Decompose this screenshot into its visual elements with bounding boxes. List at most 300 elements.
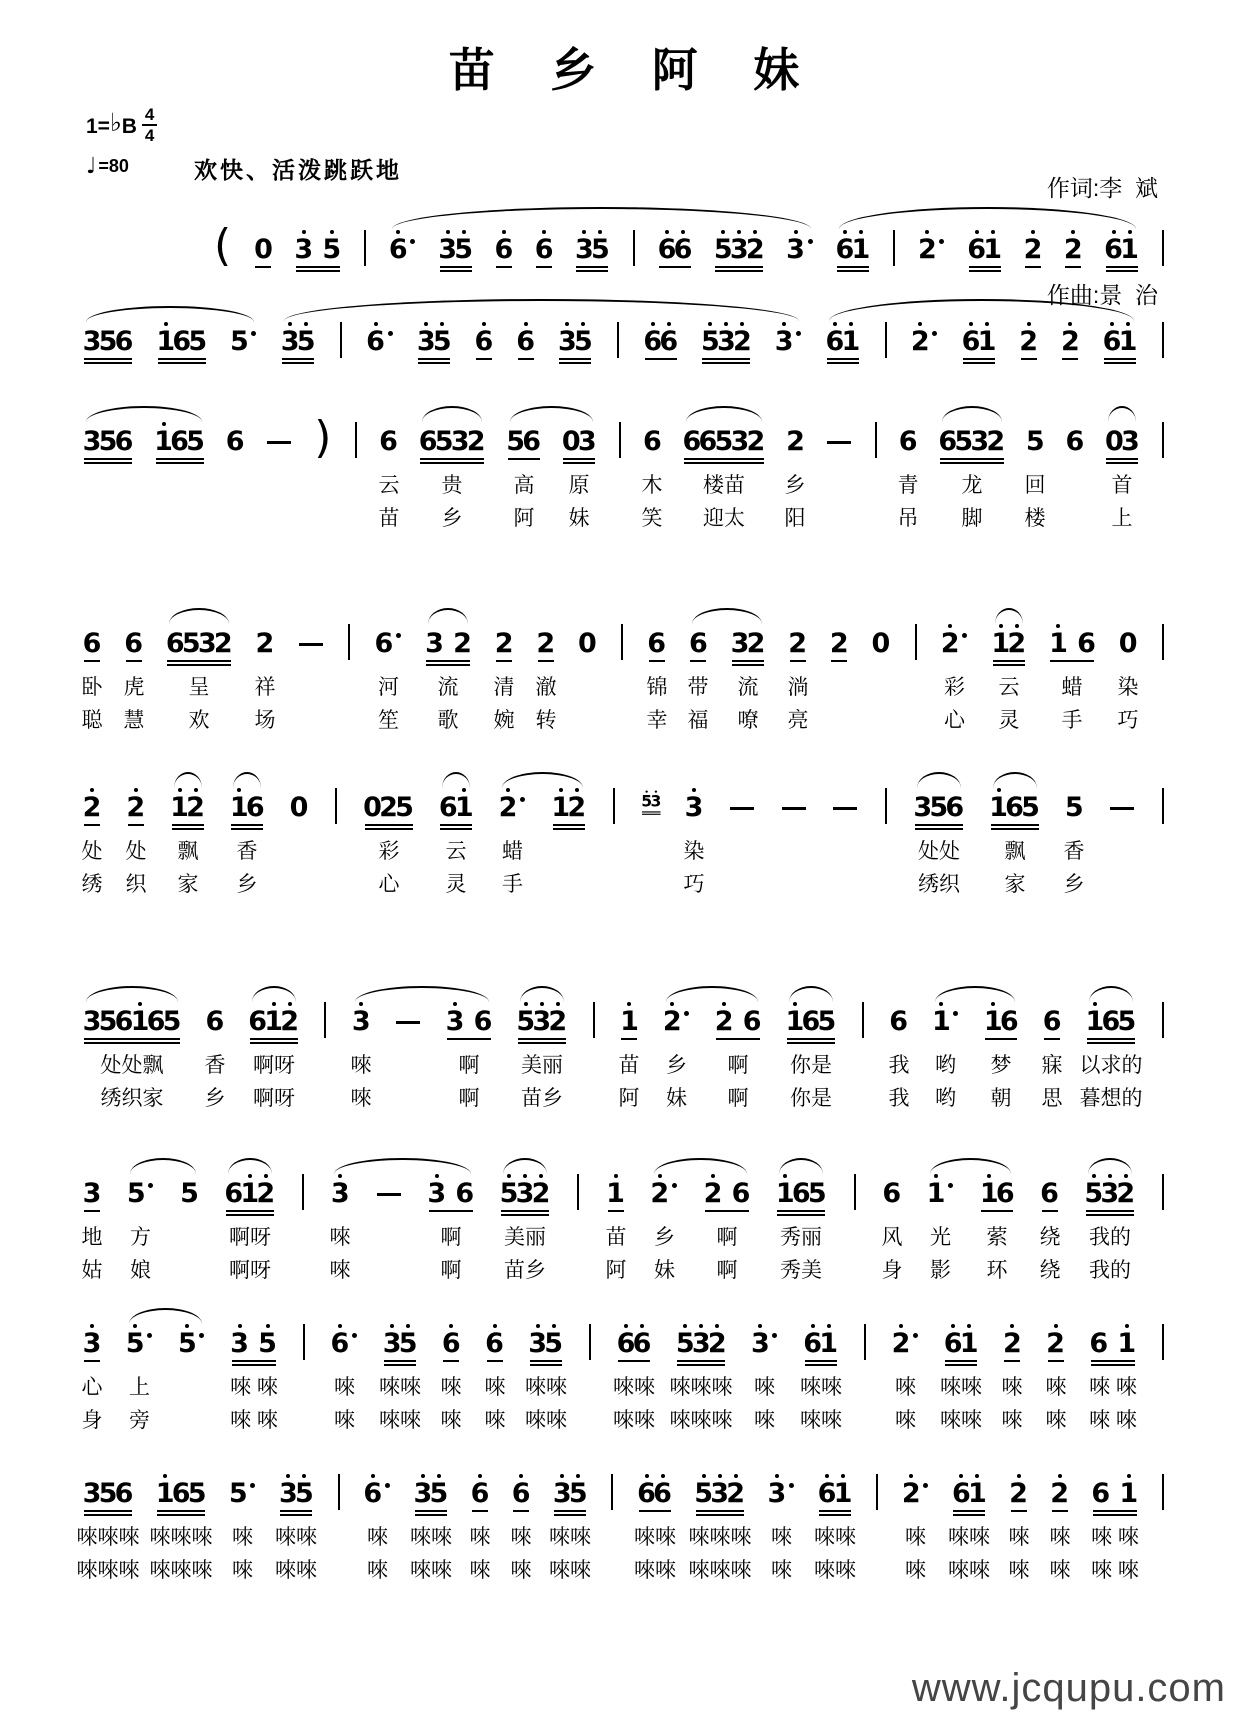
beam-line [84, 824, 100, 826]
augmentation-dot [251, 331, 256, 336]
digit-cell [250, 1002, 266, 1036]
note-token [1042, 1174, 1058, 1218]
digit-cell [809, 1174, 825, 1208]
note-token [563, 422, 595, 466]
lyric-syllable: 唻 [350, 1087, 372, 1110]
digit: 5 [1025, 426, 1045, 457]
beam-line [418, 362, 450, 364]
lyric-syllable: 乡 [204, 1087, 226, 1110]
digit-group [677, 1324, 725, 1358]
digit: 6 [522, 426, 542, 457]
tempo-marking [86, 154, 157, 179]
digit-cell [132, 1002, 148, 1036]
lyric-syllable: 娘 [130, 1259, 151, 1282]
note-token [207, 1002, 223, 1046]
barline [893, 230, 895, 266]
digit: 3 [294, 234, 314, 265]
lyric-syllable: 龙 [961, 474, 983, 497]
digit-cell [84, 322, 100, 356]
lyric-syllable: 唻 [510, 1526, 532, 1549]
lyric-syllable: 影 [930, 1259, 951, 1282]
digit-group [790, 624, 806, 658]
note-token [376, 624, 401, 668]
barline [302, 1174, 304, 1210]
lyric-syllable: 巧 [683, 873, 705, 896]
digit-cell [1119, 1324, 1135, 1358]
lyric-syllable: 幸 [646, 709, 668, 732]
digit: 6 [647, 628, 667, 659]
digit: 6 [1042, 1006, 1062, 1037]
barline [348, 624, 350, 660]
digit: 6 [388, 234, 408, 265]
digit: 3 [767, 1478, 787, 1509]
lyric-syllable: 啊呀 [253, 1054, 295, 1077]
barline [1162, 1174, 1164, 1210]
digit-group [664, 1002, 680, 1036]
digit-group [257, 624, 273, 658]
digit: 6 [511, 1478, 531, 1509]
digit-group [84, 422, 132, 456]
slur [252, 986, 296, 1002]
lyric-syllable: 上 [1111, 507, 1133, 530]
digit: 2 [1009, 1478, 1028, 1509]
dash-note [730, 807, 754, 810]
digit-cell [608, 1174, 624, 1208]
digit-cell [226, 1174, 242, 1208]
digit: 2 [1046, 1328, 1065, 1359]
lyric-syllable: 唻唻 [634, 1526, 676, 1549]
score-line-3 [84, 388, 1164, 532]
digit-cell [997, 1174, 1013, 1208]
digit: 3 [82, 1178, 102, 1209]
digit: 0 [871, 628, 891, 659]
note-token [963, 322, 995, 366]
note-token [769, 1474, 794, 1518]
note-token [182, 1174, 198, 1218]
digit: 2 [1007, 628, 1027, 659]
digit-cell [1087, 1002, 1103, 1036]
beam-line [981, 1210, 1013, 1212]
digit-cell [644, 422, 660, 456]
digit: 0 [578, 628, 597, 659]
digit: 1 [155, 1478, 175, 1509]
beam-line [787, 1042, 835, 1044]
digit: 3 [557, 326, 577, 357]
note-token [777, 1174, 825, 1218]
lyric-syllable: 贵 [441, 474, 463, 497]
expression-marking: 欢快、活泼跳跃地 [194, 157, 402, 183]
digit-cell [1007, 788, 1023, 822]
slur [686, 406, 762, 422]
note-token [84, 422, 132, 466]
digit-cell [266, 1002, 282, 1036]
digit-group [696, 1474, 744, 1508]
note-token [84, 1002, 180, 1046]
dash-note [827, 441, 851, 444]
digit-cell [716, 1002, 732, 1036]
digit-group [991, 788, 1039, 822]
beam-line [443, 1360, 459, 1362]
lyric-syllable: 原 [568, 474, 590, 497]
digit: 3 [230, 1328, 249, 1359]
digit-cell [718, 322, 734, 356]
beam-line [487, 1360, 503, 1362]
digit-group [621, 1002, 637, 1036]
digit: 2 [466, 426, 486, 457]
note-token [167, 624, 231, 668]
beam-line [831, 660, 847, 662]
digit-cell [592, 230, 608, 264]
beam-line [953, 1510, 985, 1512]
note-token [705, 1174, 749, 1218]
beam-line [715, 270, 763, 272]
digit-group [928, 1174, 944, 1208]
song-title: 苗 乡 阿 妹 [448, 45, 822, 96]
digit: 5 [228, 1478, 248, 1509]
digit-cell [296, 1474, 312, 1508]
beam-line [1093, 1514, 1137, 1516]
note-token [686, 788, 702, 832]
digit-cell [518, 322, 534, 356]
lyric-syllable: 唻唻 [410, 1559, 452, 1582]
slur [355, 986, 489, 1002]
note-token [790, 624, 806, 668]
digit-cell [985, 1002, 1001, 1036]
digit: 1 [775, 1178, 795, 1209]
digit-cell [712, 1474, 728, 1508]
lyric-syllable: 迎太 [703, 507, 745, 530]
digit: 3 [577, 426, 597, 457]
lyric-syllable: 唻 [1008, 1526, 1030, 1549]
digit: 3 [82, 1006, 102, 1037]
digit-cell [84, 788, 100, 822]
digit: 5 [186, 426, 205, 457]
note-token [227, 422, 243, 466]
lyricist-credit: 作词:李 斌 [1046, 175, 1158, 202]
digit-cell [420, 422, 436, 456]
digit: 3 [730, 628, 750, 659]
lyric-syllable: 心 [944, 709, 965, 732]
beam-line [84, 1038, 180, 1040]
lyric-syllable: 嘹 [737, 709, 759, 732]
lyric-syllable: 朝 [990, 1087, 1012, 1110]
digit: 5 [296, 326, 316, 357]
digit-cell [1078, 624, 1094, 658]
beam-line [84, 1210, 100, 1212]
augmentation-dot [385, 1483, 390, 1488]
digit-cell [659, 230, 675, 264]
digit: 2 [662, 1006, 682, 1037]
digit: 2 [531, 1178, 551, 1209]
note-token [933, 1002, 958, 1046]
digit-group [716, 1002, 760, 1036]
digit: 3 [416, 326, 436, 357]
digit-cell [452, 422, 468, 456]
dash-note [299, 643, 323, 646]
digit-cell [1086, 1174, 1102, 1208]
digit: 1 [785, 1006, 805, 1037]
digit: 6 [995, 1178, 1015, 1209]
note-token [84, 788, 100, 832]
beam-line [157, 1510, 205, 1512]
note-token [752, 1324, 777, 1368]
digit-group [353, 1002, 369, 1036]
digit-cell [230, 1474, 246, 1508]
digit: 5 [395, 792, 414, 823]
slur [422, 406, 482, 422]
beam-line [536, 266, 552, 268]
note-token [128, 788, 144, 832]
digit: 1 [1085, 1006, 1105, 1037]
digit-cell [457, 1174, 473, 1208]
note-token [508, 422, 540, 466]
digit: 6 [952, 1478, 971, 1509]
digit-group [1050, 624, 1094, 658]
digit-cell [553, 788, 569, 822]
digit: 3 [280, 326, 300, 357]
digit: 2 [126, 792, 146, 823]
beam-line [1025, 266, 1041, 268]
lyric-syllable: 处 [125, 840, 147, 863]
digit: 5 [322, 234, 342, 265]
beam-line [940, 458, 1004, 460]
digit-group [639, 1474, 671, 1508]
note-token [684, 422, 764, 466]
digit: 6 [1091, 1478, 1111, 1509]
lyric-syllable: 妹 [666, 1087, 687, 1110]
digit: 5 [1084, 1178, 1104, 1209]
lyric-syllable: 绣织家 [100, 1087, 164, 1110]
digit: 6 [1040, 1178, 1059, 1209]
lyric-syllable: 啊 [458, 1054, 480, 1077]
digit-group [690, 624, 706, 658]
lyric-syllable: 我的 [1089, 1259, 1131, 1282]
note-token [1120, 624, 1136, 668]
note-token [942, 624, 967, 668]
digit-group [518, 1002, 566, 1036]
augmentation-dot [410, 239, 415, 244]
digit-group [579, 624, 595, 658]
digit: 6 [835, 234, 855, 265]
digit-cell [550, 1002, 566, 1036]
lyric-syllable: 阿 [618, 1087, 640, 1110]
note-token [487, 1324, 503, 1368]
digit: 3 [1100, 1178, 1120, 1209]
digit-group [1120, 624, 1136, 658]
digit-cell [1122, 230, 1138, 264]
digit-group [501, 1174, 549, 1208]
digit-cell [475, 1002, 491, 1036]
digit: 0 [561, 426, 581, 457]
digit: 6 [938, 426, 958, 457]
lyric-syllable: 染 [683, 840, 705, 863]
digit-group [1065, 230, 1081, 264]
lyrics-row-1 [81, 832, 1164, 865]
digit-group [365, 788, 413, 822]
digit-cell [1106, 230, 1122, 264]
lyric-syllable: 阿 [605, 1259, 627, 1282]
note-token [230, 1474, 255, 1518]
digit-cell [969, 230, 985, 264]
lyric-syllable: 处处 [918, 840, 960, 863]
lyric-syllable: 阳 [784, 507, 806, 530]
time-signature [142, 106, 157, 144]
lyric-syllable: 祥 [254, 676, 276, 699]
beam-line [538, 660, 554, 662]
beam-line [84, 362, 132, 364]
digit-cell [819, 1474, 835, 1508]
beam-line [554, 1510, 586, 1512]
lyric-syllable: 萦 [986, 1226, 1008, 1249]
lyric-syllable: 唻唻唻 [669, 1409, 733, 1432]
lyric-syllable: 苗 [378, 507, 400, 530]
digit: 3 [438, 234, 457, 265]
barline [633, 230, 635, 266]
digit-cell [158, 322, 174, 356]
digit-cell [126, 624, 142, 658]
slur [392, 207, 811, 229]
digit: 3 [691, 1328, 711, 1359]
digit-cell [182, 1174, 198, 1208]
lyric-syllable: 乡 [666, 1054, 687, 1077]
lyric-syllable: 绕 [1039, 1226, 1061, 1249]
digit-group [1052, 1474, 1068, 1508]
augmentation-dot [684, 1011, 689, 1016]
lyric-syllable: 唻唻 [379, 1409, 421, 1432]
digit-cell [324, 230, 340, 264]
digit-cell [576, 230, 592, 264]
digit-group [538, 624, 554, 658]
digit-cell [793, 1174, 809, 1208]
digit: 6 [889, 1006, 908, 1037]
beam-line [250, 1042, 298, 1044]
lyric-syllable: 唻 唻 [230, 1409, 278, 1432]
digit: 6 [114, 426, 134, 457]
lyric-syllable: 唻唻唻 [76, 1526, 140, 1549]
note-token [940, 422, 1004, 466]
note-token [553, 788, 585, 832]
barline [577, 1174, 579, 1210]
digit-cell [116, 1474, 132, 1508]
lyric-syllable: 乡 [236, 873, 258, 896]
lyric-syllable: 首 [1111, 474, 1133, 497]
note-token [447, 1002, 491, 1046]
digit: 6 [225, 426, 245, 457]
note-token [84, 1324, 100, 1368]
digit-cell [969, 1474, 985, 1508]
digit-cell [533, 1174, 549, 1208]
digit-cell [508, 422, 524, 456]
digit-group [496, 624, 512, 658]
digit-group [84, 788, 100, 822]
digit-group [440, 788, 472, 822]
digit-cell [431, 1474, 447, 1508]
lyric-syllable: 苗 [605, 1226, 627, 1249]
digit-cell [116, 1002, 132, 1036]
note-token [255, 230, 271, 274]
beam-line [232, 1364, 276, 1366]
beam-line [1091, 1360, 1135, 1362]
digit-group [1106, 422, 1138, 456]
lyric-syllable: 歌 [437, 709, 459, 732]
digit-group [788, 230, 804, 264]
note-token [928, 1174, 953, 1218]
note-token [837, 230, 869, 274]
lyric-syllable: 唻唻 [549, 1559, 591, 1582]
score-line-7 [81, 1140, 1164, 1284]
digit-cell [157, 1474, 173, 1508]
digit-group [418, 322, 450, 356]
digit: 5 [434, 426, 454, 457]
digit-cell [1118, 1174, 1134, 1208]
beam-line [84, 1510, 132, 1512]
digit: 6 [146, 1006, 166, 1037]
barline [303, 1324, 305, 1360]
digit-cell [260, 1324, 276, 1358]
digit: 2 [213, 628, 233, 659]
beam-line [1104, 362, 1136, 364]
digit: 1 [1049, 628, 1068, 659]
digit: 2 [548, 1006, 568, 1037]
digit-group [496, 230, 512, 264]
digit-group [819, 1474, 851, 1508]
note-token [365, 1474, 390, 1518]
digit-cell [190, 322, 206, 356]
digit-cell [1122, 422, 1138, 456]
lyric-syllable: 灵 [445, 873, 467, 896]
note-token [513, 1474, 529, 1518]
digit: 3 [82, 426, 102, 457]
digit-cell [84, 422, 100, 456]
lyric-syllable: 啊 [716, 1226, 738, 1249]
digit: 1 [264, 1006, 284, 1037]
beam-line [705, 1210, 749, 1212]
lyric-syllable: 香 [1063, 840, 1085, 863]
note-token [440, 788, 472, 832]
digit-cell [705, 1174, 721, 1208]
augmentation-dot [808, 239, 813, 244]
slur [334, 1158, 471, 1174]
lyric-syllable: 唻 [1049, 1559, 1071, 1582]
digit-group [805, 1324, 837, 1358]
digit-cell [961, 1324, 977, 1358]
digit-group [1087, 1002, 1135, 1036]
lyric-syllable: 绣 [81, 873, 103, 896]
note-token [84, 624, 100, 668]
augmentation-dot [672, 1183, 677, 1188]
digit-group [1106, 230, 1138, 264]
lyric-syllable: 唻 [469, 1526, 491, 1549]
lyric-syllable: 唻唻 [613, 1409, 655, 1432]
barline [1162, 230, 1164, 266]
digit: 6 [418, 426, 438, 457]
note-token [621, 1002, 637, 1046]
lyric-syllable: 亮 [787, 709, 809, 732]
note-token [84, 322, 132, 366]
lyric-syllable: 我 [888, 1054, 910, 1077]
beam-line [915, 828, 963, 830]
beam-line [777, 1210, 825, 1212]
note-token [384, 1324, 416, 1368]
lyric-syllable: 唻 [1045, 1376, 1067, 1399]
dash-note [833, 807, 857, 810]
slur [995, 608, 1023, 624]
note-token [1048, 1324, 1064, 1368]
note-token [1093, 1474, 1137, 1518]
beam-line [991, 824, 1039, 826]
digit-cell [397, 788, 413, 822]
note-token [476, 322, 492, 366]
